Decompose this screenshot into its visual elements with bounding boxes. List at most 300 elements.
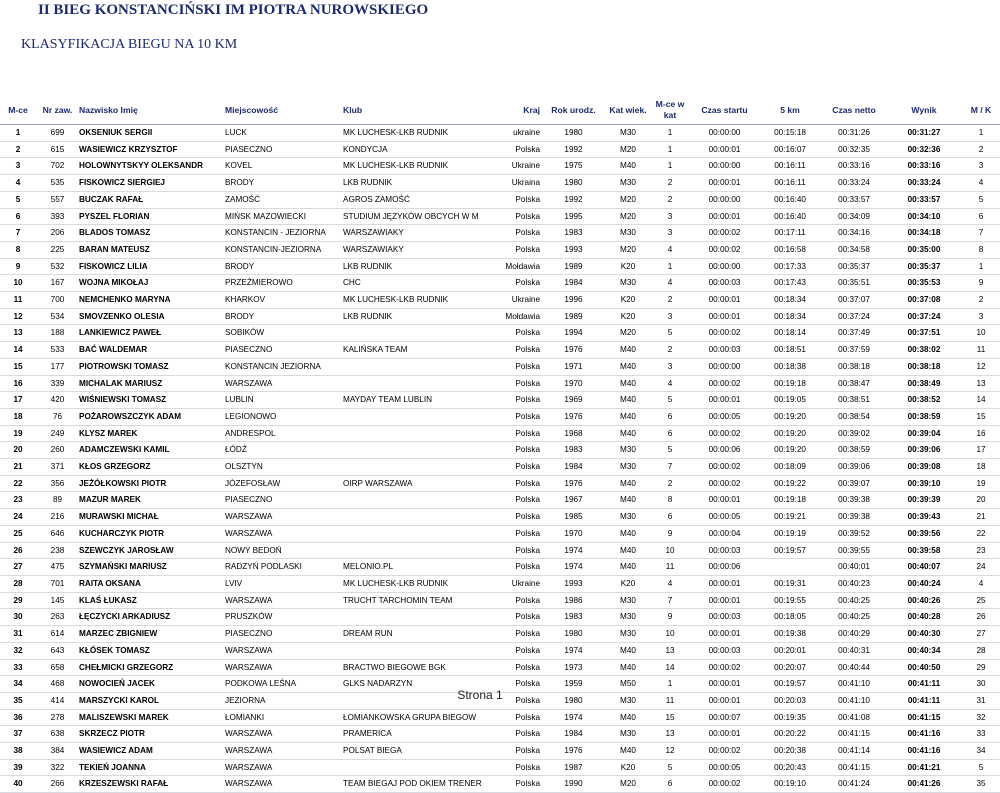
cell-name: SZYMAŃSKI MARIUSZ [79, 562, 167, 572]
cell-club: GLKS NADARZYN [343, 679, 413, 689]
cell-split-5km: 00:19:05 [774, 395, 806, 405]
cell-category-place: 2 [667, 345, 673, 355]
cell-net-time: 00:40:29 [838, 629, 870, 639]
cell-result: 00:35:53 [907, 278, 941, 288]
cell-gender-place: 3 [978, 311, 984, 321]
cell-city: ŁOMIANKI [225, 712, 265, 722]
cell-start-time: 00:00:05 [708, 762, 741, 772]
cell-result: 00:41:16 [907, 746, 941, 756]
cell-gender-place: 25 [976, 595, 986, 605]
cell-split-5km: 00:19:10 [774, 779, 806, 789]
cell-birth-year: 1973 [564, 662, 583, 672]
cell-gender-place: 2 [978, 295, 984, 305]
cell-place: 31 [13, 629, 23, 639]
cell-club: POLSAT BIEGA [343, 746, 402, 756]
cell-split-5km: 00:19:18 [774, 495, 806, 505]
cell-birth-year: 1969 [564, 395, 583, 405]
cell-country: Polska [515, 695, 540, 705]
cell-bib: 420 [50, 395, 65, 405]
cell-name: KRZESZEWSKI RAFAŁ [79, 779, 169, 789]
cell-place: 33 [13, 662, 23, 672]
table-row [0, 275, 1000, 292]
cell-age-category: M40 [620, 161, 636, 171]
cell-club [343, 509, 473, 526]
cell-name: MICHALAK MARIUSZ [79, 378, 163, 388]
cell-place: 12 [13, 311, 23, 321]
cell-city: WARSZAWA [225, 512, 273, 522]
cell-start-time: 00:00:02 [708, 378, 741, 388]
cell-bib: 533 [50, 345, 65, 355]
cell-city: PRUSZKÓW [225, 612, 273, 622]
cell-net-time: 00:38:47 [838, 378, 870, 388]
cell-start-time: 00:00:00 [708, 128, 741, 137]
cell-category-place: 1 [667, 679, 673, 689]
cell-split-5km: 00:20:07 [774, 662, 806, 672]
cell-city: PIASECZNO [225, 495, 273, 505]
cell-club: MK LUCHESK-LKB RUDNIK [343, 128, 449, 137]
cell-split-5km: 00:20:22 [774, 729, 806, 739]
cell-birth-year: 1992 [564, 144, 583, 154]
cell-city: LVIV [225, 578, 243, 588]
cell-country: ukraine [513, 128, 540, 137]
cell-category-place: 4 [667, 244, 673, 254]
cell-bib: 206 [50, 228, 65, 238]
cell-bib: 322 [50, 762, 65, 772]
cell-bib: 702 [50, 161, 65, 171]
cell-name: FISKOWICZ LILIA [79, 261, 148, 271]
cell-gender-place: 2 [978, 144, 984, 154]
table-row [0, 208, 1000, 225]
cell-bib: 615 [50, 144, 65, 154]
cell-net-time: 00:41:15 [838, 729, 870, 739]
cell-age-category: M30 [620, 128, 636, 137]
cell-country: Polska [515, 345, 540, 355]
cell-gender-place: 4 [978, 178, 984, 188]
col-header-place: M-ce [0, 96, 36, 125]
cell-category-place: 4 [667, 578, 673, 588]
cell-age-category: M20 [620, 328, 636, 338]
cell-result: 00:40:26 [907, 595, 941, 605]
cell-name: MALISZEWSKI MAREK [79, 712, 169, 722]
cell-result: 00:40:34 [907, 645, 941, 655]
cell-split-5km: 00:19:20 [774, 445, 806, 455]
col-header-country: Kraj [473, 96, 540, 125]
cell-name: BUCZAK RAFAŁ [79, 194, 144, 204]
cell-club [343, 375, 473, 392]
cell-place: 11 [13, 295, 23, 305]
cell-bib: 700 [50, 295, 65, 305]
cell-place: 9 [15, 261, 21, 271]
cell-category-place: 7 [667, 462, 673, 472]
col-header-net-time: Czas netto [822, 96, 886, 125]
cell-name: PIOTROWSKI TOMASZ [79, 361, 169, 371]
cell-city: WARSZAWA [225, 746, 273, 756]
cell-split-5km: 00:18:09 [774, 462, 806, 472]
cell-club: BRACTWO BIEGOWE BGK [343, 662, 446, 672]
cell-result: 00:41:21 [907, 762, 941, 772]
cell-country: Polska [515, 228, 540, 238]
cell-net-time: 00:39:52 [838, 528, 870, 538]
cell-country: Polska [515, 629, 540, 639]
cell-gender-place: 5 [978, 762, 984, 772]
cell-result: 00:39:43 [907, 512, 941, 522]
cell-gender-place: 27 [976, 629, 986, 639]
cell-country: Polska [515, 244, 540, 254]
cell-bib: 188 [50, 328, 65, 338]
cell-age-category: M40 [620, 411, 636, 421]
cell-club: KONDYCJA [343, 144, 388, 154]
cell-split-5km: 00:16:07 [774, 144, 806, 154]
cell-birth-year: 1976 [564, 345, 583, 355]
cell-name: MARZEC ZBIGNIEW [79, 629, 158, 639]
col-header-birth-year: Rok urodz. [540, 96, 607, 125]
table-row [0, 258, 1000, 275]
cell-bib: 393 [50, 211, 65, 221]
cell-birth-year: 1984 [564, 462, 583, 472]
cell-result: 00:41:11 [907, 695, 941, 705]
cell-result: 00:39:10 [907, 478, 941, 488]
cell-result: 00:31:27 [907, 128, 941, 137]
cell-start-time: 00:00:04 [708, 528, 741, 538]
col-header-age-category: Kat wiek. [607, 96, 649, 125]
cell-name: SKRZECZ PIOTR [79, 729, 145, 739]
cell-net-time: 00:41:08 [838, 712, 870, 722]
cell-place: 8 [15, 244, 21, 254]
cell-split-5km: 00:16:40 [774, 194, 806, 204]
cell-bib: 414 [50, 695, 65, 705]
cell-start-time: 00:00:01 [708, 395, 741, 405]
cell-net-time: 00:33:57 [838, 194, 870, 204]
cell-bib: 534 [50, 311, 65, 321]
cell-age-category: M20 [620, 244, 636, 254]
cell-age-category: M30 [620, 612, 636, 622]
cell-bib: 532 [50, 261, 65, 271]
cell-start-time: 00:00:02 [708, 462, 741, 472]
cell-net-time: 00:34:09 [838, 211, 870, 221]
cell-city: PODKOWA LEŚNA [225, 679, 297, 689]
cell-gender-place: 1 [978, 128, 984, 137]
cell-birth-year: 1995 [564, 211, 583, 221]
cell-net-time: 00:38:51 [838, 395, 870, 405]
cell-bib: 167 [50, 278, 65, 288]
cell-birth-year: 1980 [564, 629, 583, 639]
cell-age-category: K20 [620, 261, 636, 271]
cell-age-category: M40 [620, 345, 636, 355]
cell-country: Polska [515, 445, 540, 455]
cell-result: 00:35:00 [907, 244, 941, 254]
cell-start-time: 00:00:01 [708, 295, 741, 305]
cell-place: 5 [15, 194, 21, 204]
cell-age-category: M20 [620, 144, 636, 154]
cell-name: NOWOCIEŃ JACEK [79, 679, 155, 689]
cell-category-place: 10 [665, 545, 675, 555]
table-row [0, 642, 1000, 659]
cell-place: 21 [13, 462, 23, 472]
cell-split-5km: 00:19:19 [774, 528, 806, 538]
cell-net-time: 00:33:16 [838, 161, 870, 171]
cell-place: 28 [13, 578, 23, 588]
cell-result: 00:41:11 [907, 679, 941, 689]
table-row [0, 542, 1000, 559]
cell-name: MARSZYCKI KAROL [79, 695, 160, 705]
cell-club: MK LUCHESK-LKB RUDNIK [343, 295, 449, 305]
cell-category-place: 6 [667, 779, 673, 789]
cell-club: MK LUCHESK-LKB RUDNIK [343, 578, 449, 588]
cell-city: KONSTANCIN-JEZIORNA [225, 244, 322, 254]
cell-name: SMOVZENKO OLESIA [79, 311, 165, 321]
cell-result: 00:32:36 [907, 144, 941, 154]
cell-club: LKB RUDNIK [343, 311, 393, 321]
cell-result: 00:33:57 [907, 194, 941, 204]
cell-category-place: 6 [667, 512, 673, 522]
cell-gender-place: 12 [976, 361, 986, 371]
table-row [0, 191, 1000, 208]
cell-country: Polska [515, 428, 540, 438]
cell-start-time: 00:00:01 [708, 695, 741, 705]
cell-gender-place: 32 [976, 712, 986, 722]
cell-split-5km: 00:19:57 [774, 679, 806, 689]
cell-split-5km: 00:20:01 [774, 645, 806, 655]
table-row [0, 592, 1000, 609]
cell-birth-year: 1974 [564, 545, 583, 555]
cell-gender-place: 29 [976, 662, 986, 672]
cell-city: WARSZAWA [225, 378, 273, 388]
cell-club: LKB RUDNIK [343, 261, 393, 271]
cell-city: WARSZAWA [225, 662, 273, 672]
cell-net-time: 00:37:07 [838, 295, 870, 305]
cell-city: NOWY BEDOŃ [225, 545, 282, 555]
cell-place: 35 [13, 695, 23, 705]
cell-club [343, 425, 473, 442]
cell-age-category: M30 [620, 462, 636, 472]
cell-result: 00:40:24 [907, 578, 941, 588]
cell-bib: 260 [50, 445, 65, 455]
cell-birth-year: 1974 [564, 645, 583, 655]
cell-city: OLSZTYN [225, 462, 263, 472]
cell-age-category: M40 [620, 645, 636, 655]
cell-net-time: 00:41:10 [838, 679, 870, 689]
cell-name: FISKOWICZ SIERGIEJ [79, 178, 165, 188]
cell-gender-place: 28 [976, 645, 986, 655]
cell-name: TEKIEŃ JOANNA [79, 762, 146, 772]
cell-country: Polska [515, 662, 540, 672]
cell-city: LEGIONOWO [225, 411, 277, 421]
cell-age-category: M40 [620, 746, 636, 756]
cell-city: WARSZAWA [225, 645, 273, 655]
cell-gender-place: 19 [976, 478, 986, 488]
cell-split-5km: 00:19:35 [774, 712, 806, 722]
cell-country: Polska [515, 361, 540, 371]
cell-birth-year: 1974 [564, 712, 583, 722]
table-row [0, 141, 1000, 158]
cell-net-time: 00:39:38 [838, 495, 870, 505]
cell-category-place: 8 [667, 495, 673, 505]
cell-birth-year: 1984 [564, 729, 583, 739]
cell-bib: 614 [50, 629, 65, 639]
cell-category-place: 11 [665, 562, 675, 572]
table-row [0, 743, 1000, 760]
cell-split-5km: 00:18:51 [774, 345, 806, 355]
cell-bib: 266 [50, 779, 65, 789]
col-header-bib: Nr zaw. [36, 96, 79, 125]
cell-start-time: 00:00:02 [708, 228, 741, 238]
cell-net-time: 00:39:06 [838, 462, 870, 472]
cell-age-category: M40 [620, 662, 636, 672]
cell-age-category: M40 [620, 562, 636, 572]
cell-start-time: 00:00:01 [708, 211, 741, 221]
cell-country: Polska [515, 462, 540, 472]
cell-category-place: 3 [667, 361, 673, 371]
cell-birth-year: 1959 [564, 679, 583, 689]
cell-name: RAITA OKSANA [79, 578, 141, 588]
cell-city: SOBIKÓW [225, 328, 265, 338]
cell-club [343, 759, 473, 776]
cell-place: 15 [13, 361, 23, 371]
cell-place: 19 [13, 428, 23, 438]
cell-birth-year: 1976 [564, 411, 583, 421]
cell-name: KLYSZ MAREK [79, 428, 138, 438]
cell-country: Polska [515, 779, 540, 789]
cell-split-5km: 00:19:21 [774, 512, 806, 522]
cell-bib: 384 [50, 746, 65, 756]
cell-net-time: 00:38:18 [838, 361, 870, 371]
cell-result: 00:37:51 [907, 328, 941, 338]
cell-city: ANDRESPOL [225, 428, 276, 438]
cell-category-place: 6 [667, 428, 673, 438]
col-header-gender-place: M / K [962, 96, 1000, 125]
cell-club [343, 325, 473, 342]
cell-category-place: 13 [665, 645, 675, 655]
cell-place: 3 [15, 161, 21, 171]
cell-net-time: 00:40:44 [838, 662, 870, 672]
cell-club: ŁOMIANKOWSKA GRUPA BIEGOW [343, 712, 477, 722]
cell-start-time: 00:00:01 [708, 729, 741, 739]
cell-age-category: M30 [620, 512, 636, 522]
cell-split-5km: 00:16:11 [774, 178, 806, 188]
cell-name: BLADOS TOMASZ [79, 228, 151, 238]
cell-place: 29 [13, 595, 23, 605]
cell-start-time: 00:00:03 [708, 278, 741, 288]
cell-bib: 468 [50, 679, 65, 689]
cell-city: KOVEL [225, 161, 253, 171]
cell-city: PIASECZNO [225, 629, 273, 639]
cell-bib: 145 [50, 595, 65, 605]
cell-city: WARSZAWA [225, 729, 273, 739]
cell-city: LUBLIN [225, 395, 254, 405]
cell-place: 22 [13, 478, 23, 488]
cell-bib: 216 [50, 512, 65, 522]
cell-gender-place: 23 [976, 545, 986, 555]
cell-result: 00:40:50 [907, 662, 941, 672]
cell-net-time: 00:40:01 [838, 562, 870, 572]
cell-age-category: M30 [620, 729, 636, 739]
cell-start-time: 00:00:03 [708, 545, 741, 555]
cell-split-5km: 00:20:03 [774, 695, 806, 705]
cell-place: 16 [13, 378, 23, 388]
cell-bib: 658 [50, 662, 65, 672]
cell-age-category: M40 [620, 428, 636, 438]
cell-result: 00:34:10 [907, 211, 941, 221]
cell-name: WASIEWICZ KRZYSZTOF [79, 144, 178, 154]
cell-place: 40 [13, 779, 23, 789]
cell-gender-place: 24 [976, 562, 986, 572]
cell-city: BRODY [225, 261, 255, 271]
table-row [0, 492, 1000, 509]
cell-club: MELONIO.PL [343, 562, 394, 572]
document-title: II BIEG KONSTANCIŃSKI IM PIOTRA NUROWSKIEGO [38, 2, 429, 18]
cell-country: Polska [515, 679, 540, 689]
cell-bib: 475 [50, 562, 65, 572]
cell-club [343, 408, 473, 425]
cell-country: Polska [515, 495, 540, 505]
cell-net-time: 00:37:49 [838, 328, 870, 338]
cell-net-time: 00:35:37 [838, 261, 870, 271]
cell-city: MIŃSK MAZOWIECKI [225, 211, 306, 221]
page-number: Strona 1 [457, 688, 503, 702]
cell-result: 00:38:52 [907, 395, 941, 405]
cell-gender-place: 34 [976, 746, 986, 756]
cell-age-category: K20 [620, 311, 636, 321]
cell-city: JEZIORNA [225, 695, 266, 705]
table-row [0, 459, 1000, 476]
cell-country: Polska [515, 612, 540, 622]
cell-start-time: 00:00:03 [708, 612, 741, 622]
cell-place: 18 [13, 411, 23, 421]
cell-city: LUCK [225, 128, 247, 137]
cell-gender-place: 31 [976, 695, 986, 705]
cell-start-time: 00:00:02 [708, 328, 741, 338]
cell-start-time: 00:00:01 [708, 311, 741, 321]
cell-split-5km: 00:17:11 [774, 228, 806, 238]
cell-place: 7 [15, 228, 21, 238]
cell-country: Ukraina [511, 178, 540, 188]
cell-age-category: K20 [620, 578, 636, 588]
cell-net-time: 00:39:07 [838, 478, 870, 488]
cell-result: 00:33:16 [907, 161, 941, 171]
cell-result: 00:38:49 [907, 378, 941, 388]
cell-birth-year: 1971 [564, 361, 583, 371]
cell-name: NEMCHENKO MARYNA [79, 295, 171, 305]
cell-place: 39 [13, 762, 23, 772]
cell-birth-year: 1983 [564, 612, 583, 622]
table-row [0, 425, 1000, 442]
table-row [0, 175, 1000, 192]
cell-age-category: M30 [620, 445, 636, 455]
cell-name: ADAMCZEWSKI KAMIL [79, 445, 170, 455]
table-row [0, 158, 1000, 175]
cell-result: 00:37:08 [907, 295, 941, 305]
cell-country: Polska [515, 194, 540, 204]
cell-result: 00:33:24 [907, 178, 941, 188]
cell-start-time: 00:00:07 [708, 712, 741, 722]
cell-split-5km: 00:19:22 [774, 478, 806, 488]
cell-gender-place: 4 [978, 578, 984, 588]
cell-birth-year: 1976 [564, 746, 583, 756]
table-row [0, 442, 1000, 459]
cell-gender-place: 17 [976, 445, 986, 455]
cell-age-category: M40 [620, 361, 636, 371]
cell-bib: 238 [50, 545, 65, 555]
cell-name: KLAŚ ŁUKASZ [79, 595, 137, 605]
cell-start-time: 00:00:01 [708, 578, 741, 588]
cell-bib: 638 [50, 729, 65, 739]
cell-start-time: 00:00:00 [708, 361, 741, 371]
cell-split-5km: 00:20:38 [774, 746, 806, 756]
cell-gender-place: 14 [976, 395, 986, 405]
cell-country: Polska [515, 144, 540, 154]
cell-birth-year: 1984 [564, 278, 583, 288]
cell-birth-year: 1985 [564, 512, 583, 522]
